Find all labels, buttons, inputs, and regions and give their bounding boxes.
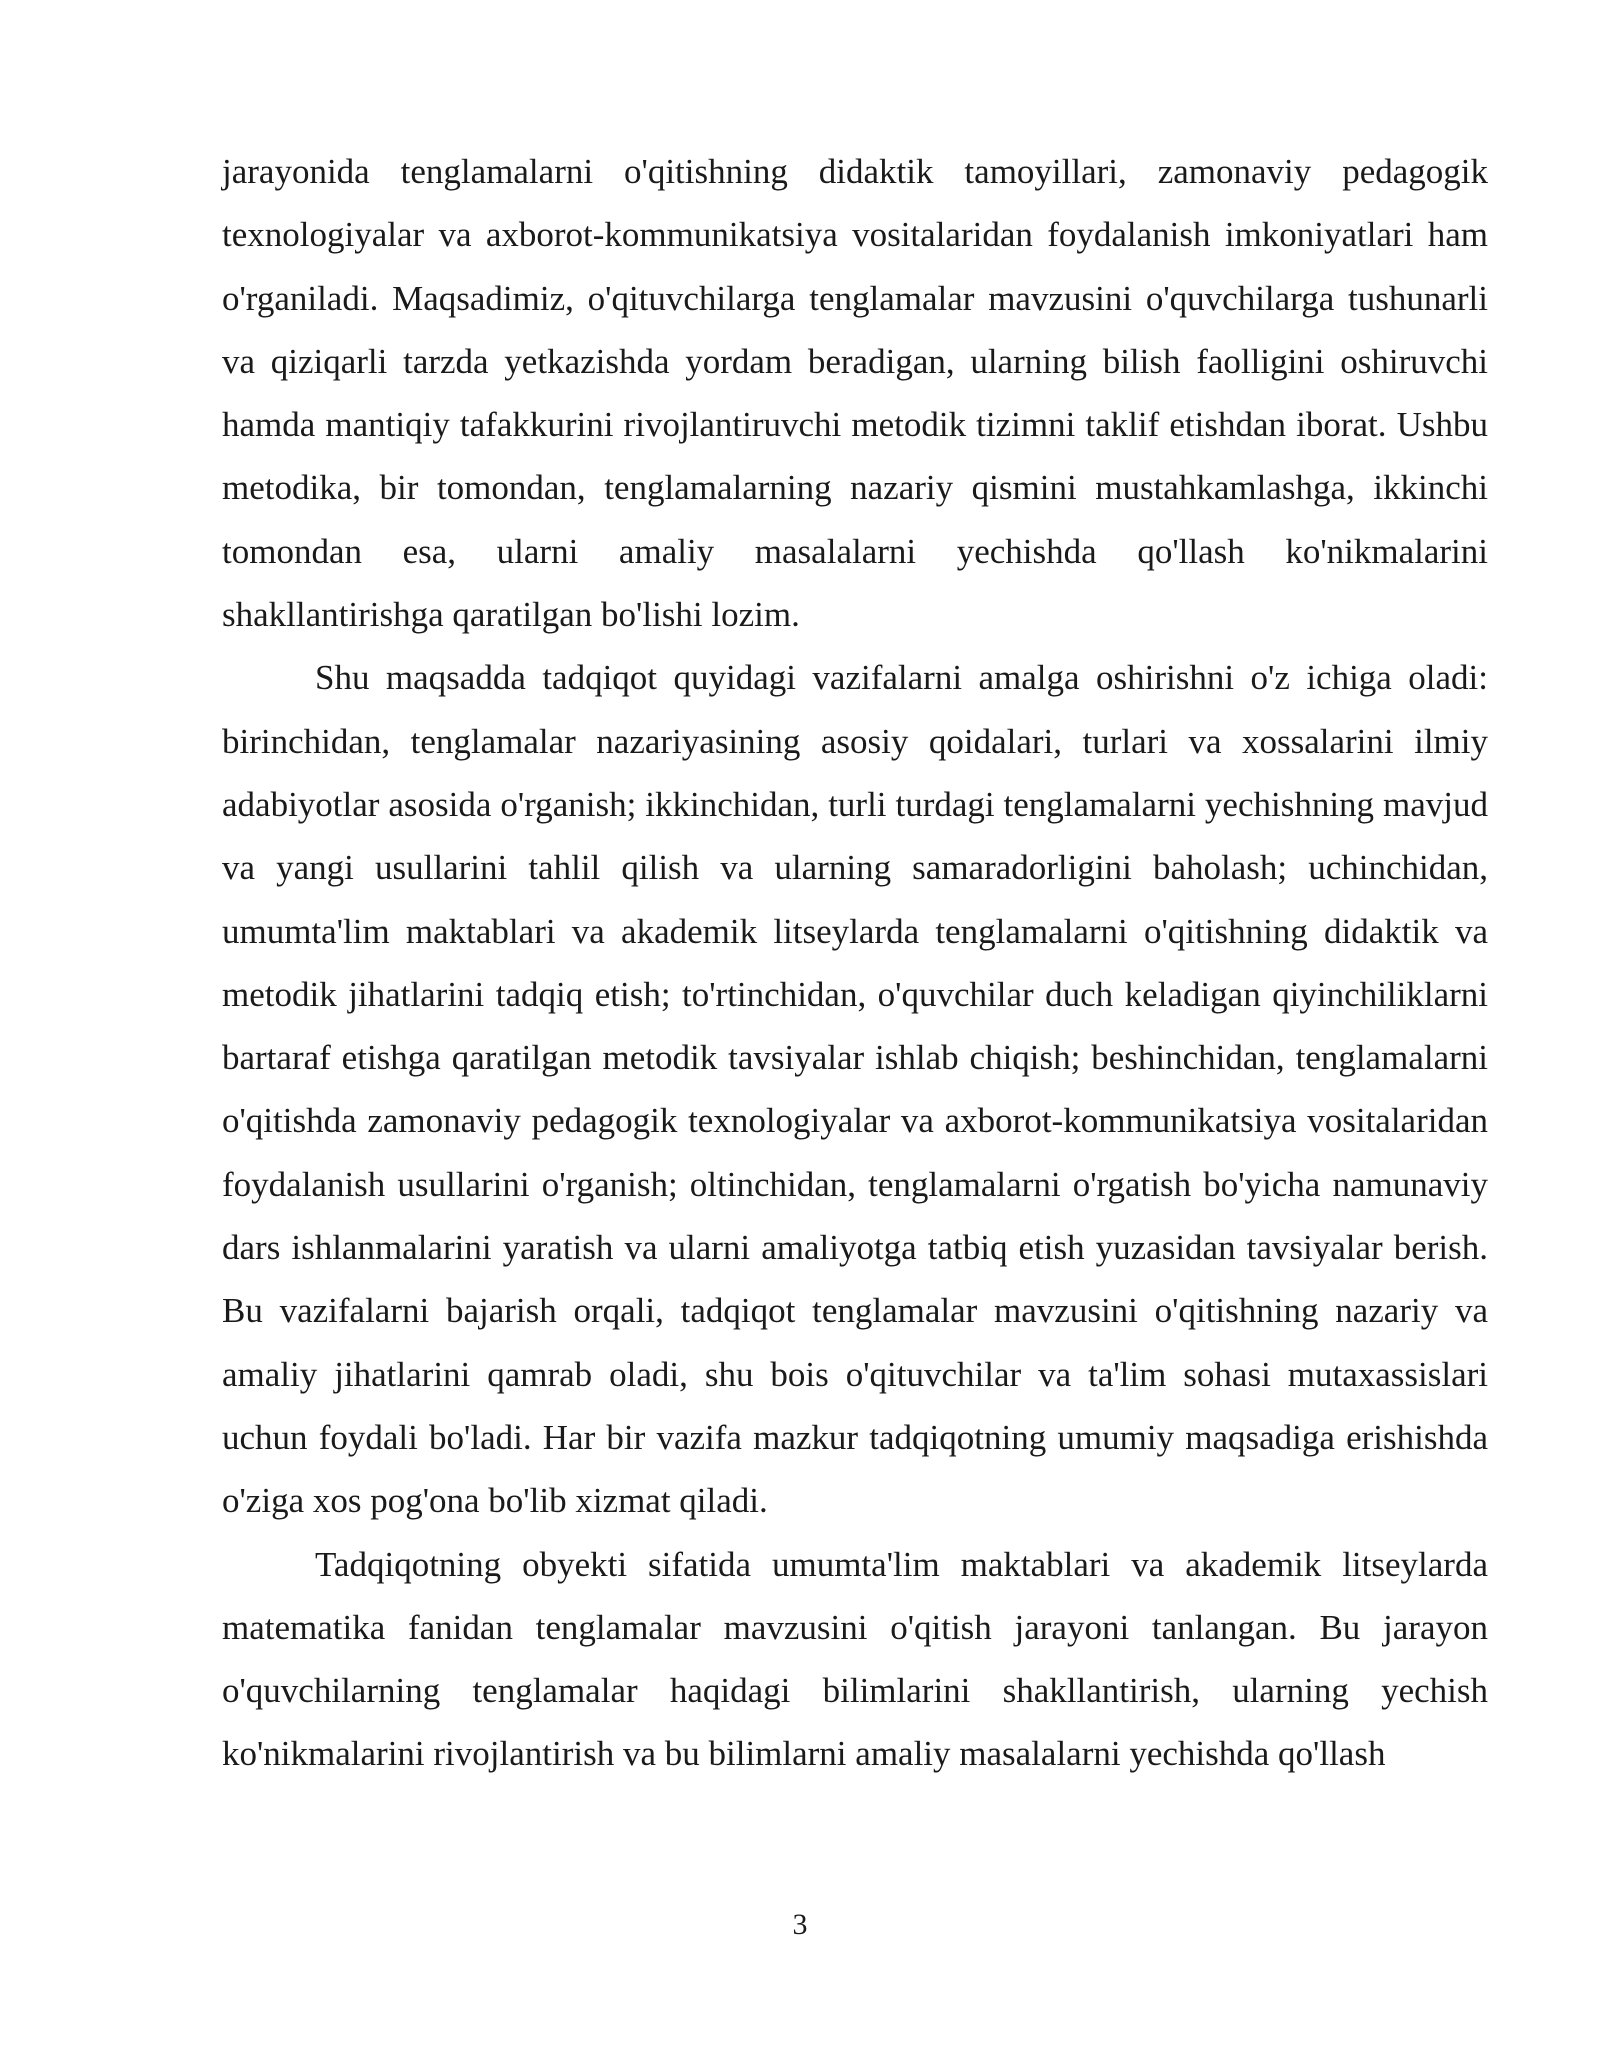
paragraph-tasks: Shu maqsadda tadqiqot quyidagi vazifalarni amalga oshirishni o'z ichiga oladi: birinchidan, tenglamalar nazariyasining asosiy qoidalari, turlari va xossalarini ilmiy adabiyotlar asosida o'rganish; ikkinchidan, turli turdagi tenglamalarni yechishning mavjud va yangi usullarini tahlil qilish va ularning samaradorligini baholash; uchinchidan, umumta'lim maktablari va akademik litseylarda tenglamalarni o'qitishning didaktik va metodik jihatlarini tadqiq etish; to'rtinchidan, o'quvchilar duch keladigan qiyinchiliklarni bartaraf etishga qaratilgan metodik tavsiyalar ishlab chiqish; beshinchidan, tenglamalarni o'qitishda zamonaviy pedagogik texnologiyalar va axborot-kommunikatsiya vositalaridan foydalanish usullarini o'rganish; oltinchidan, tenglamalarni o'rgatish bo'yicha namunaviy dars ishlanmalarini yaratish va ularni amaliyotga tatbiq etish yuzasidan tavsiyalar berish. Bu vazifalarni bajarish orqali, tadqiqot tenglamalar mavzusini o'qitishning nazariy va amaliy jihatlarini qamrab oladi, shu bois o'qituvchilar va ta'lim sohasi mutaxassislari uchun foydali bo'ladi. Har bir vazifa mazkur tadqiqotning umumiy maqsadiga erishishda o'ziga xos pog'ona bo'lib xizmat qiladi.	[222, 658, 1488, 1521]
paragraph-continuation: jarayonida tenglamalarni o'qitishning didaktik tamoyillari, zamonaviy pedagogik texnologiyalar va axborot-kommunikatsiya vositalaridan foydalanish imkoniyatlari ham o'rganiladi. Maqsadimiz, o'qituvchilarga tenglamalar mavzusini o'quvchilarga tushunarli va qiziqarli tarzda yetkazishda yordam beradigan, ularning bilish faolligini oshiruvchi hamda mantiqiy tafakkurini rivojlantiruvchi metodik tizimni taklif etishdan iborat. Ushbu metodika, bir tomondan, tenglamalarning nazariy qismini mustahkamlashga, ikkinchi tomondan esa, ularni amaliy masalalarni yechishda qo'llash ko'nikmalarini shakllantirishga qaratilgan bo'lishi lozim.	[222, 152, 1488, 635]
paragraph-object: Tadqiqotning obyekti sifatida umumta'lim maktablari va akademik litseylarda matematika fanidan tenglamalar mavzusini o'qitish jarayoni tanlangan. Bu jarayon o'quvchilarning tenglamalar haqidagi bilimlarini shakllantirish, ularning yechish ko'nikmalarini rivojlantirish va bu bilimlarni amaliy masalalarni yechishda qo'llash	[222, 1544, 1488, 1774]
page-number: 3	[792, 1908, 808, 1941]
body-text	[222, 140, 1488, 1786]
